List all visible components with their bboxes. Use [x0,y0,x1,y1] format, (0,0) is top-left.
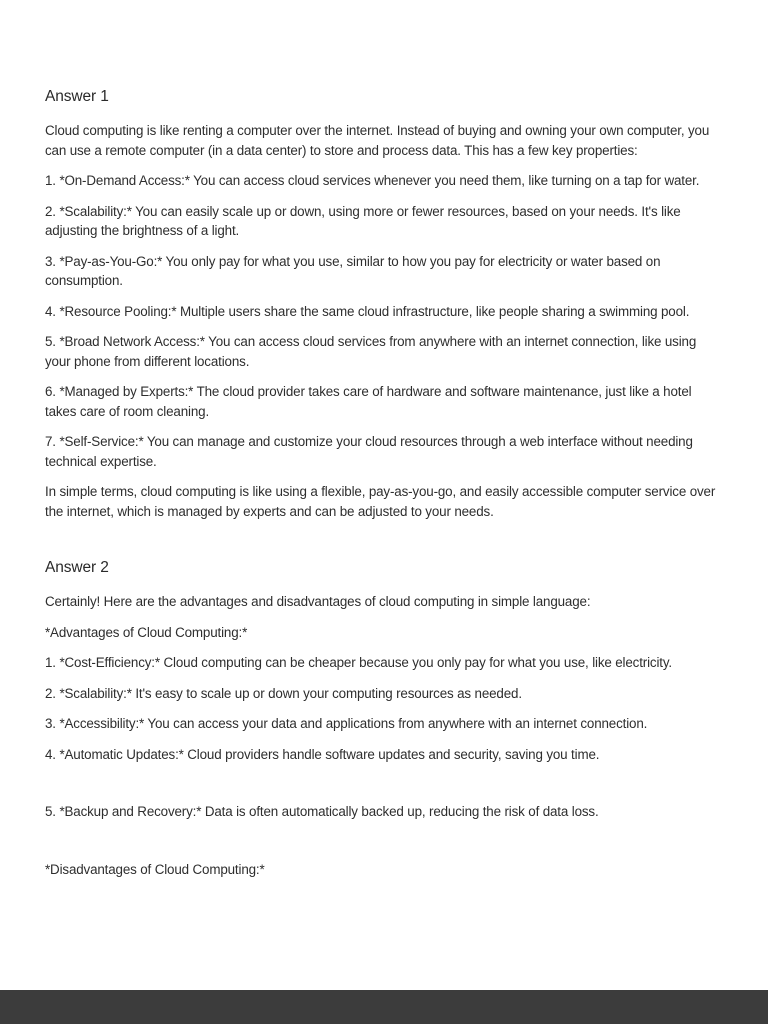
paragraph: 4. *Resource Pooling:* Multiple users share the same cloud infrastructure, like people sharing a swimming pool. [45,303,690,319]
answer-2-section [45,559,724,879]
paragraph: 7. *Self-Service:* You can manage and customize your cloud resources through a web interface without needing technical expertise. [45,434,693,469]
paragraph: 4. *Automatic Updates:* Cloud providers handle software updates and security, saving you time. [45,746,600,762]
paragraph: 1. *On-Demand Access:* You can access cloud services whenever you need them, like turning on a tap for water. [45,173,700,188]
paragraph: Certainly! Here are the advantages and disadvantages of cloud computing in simple language: [45,594,591,609]
paragraph: In simple terms, cloud computing is like using a flexible, pay-as-you-go, and easily accessible computer service over the internet, which is managed by experts and can be adjusted to your needs. [45,484,716,519]
answer-2-heading: Answer 2 [45,559,109,576]
paragraph: 1. *Cost-Efficiency:* Cloud computing can be cheaper because you only pay for what you use, like electricity. [45,655,672,670]
paragraph: 2. *Scalability:* You can easily scale up or down, using more or fewer resources, based on your needs. It's like adjusting the brightness of a light. [45,203,681,238]
paragraph: 3. *Accessibility:* You can access your data and applications from anywhere with an internet connection. [45,716,648,731]
paragraph: Cloud computing is like renting a computer over the internet. Instead of buying and owning your own computer, you can use a remote computer (in a data center) to store and process data. This has a few key properties: [45,123,710,158]
paragraph: 5. *Broad Network Access:* You can access cloud services from anywhere with an internet connection, like using your phone from different locations. [45,334,697,369]
paragraph: *Advantages of Cloud Computing:* [45,624,248,640]
paragraph: 5. *Backup and Recovery:* Data is often automatically backed up, reducing the risk of data loss. [45,804,599,819]
paragraph: 6. *Managed by Experts:* The cloud provider takes care of hardware and software maintenance, just like a hotel takes care of room cleaning. [45,384,692,419]
answer-1-heading: Answer 1 [45,88,109,105]
paragraph: 3. *Pay-as-You-Go:* You only pay for what you use, similar to how you pay for electricity or water based on consumption. [45,253,661,288]
paragraph: *Disadvantages of Cloud Computing:* [45,861,265,877]
viewer-bottom-bar [0,990,768,1024]
answer-1-section [45,88,724,521]
paragraph: 2. *Scalability:* It's easy to scale up or down your computing resources as needed. [45,685,522,701]
